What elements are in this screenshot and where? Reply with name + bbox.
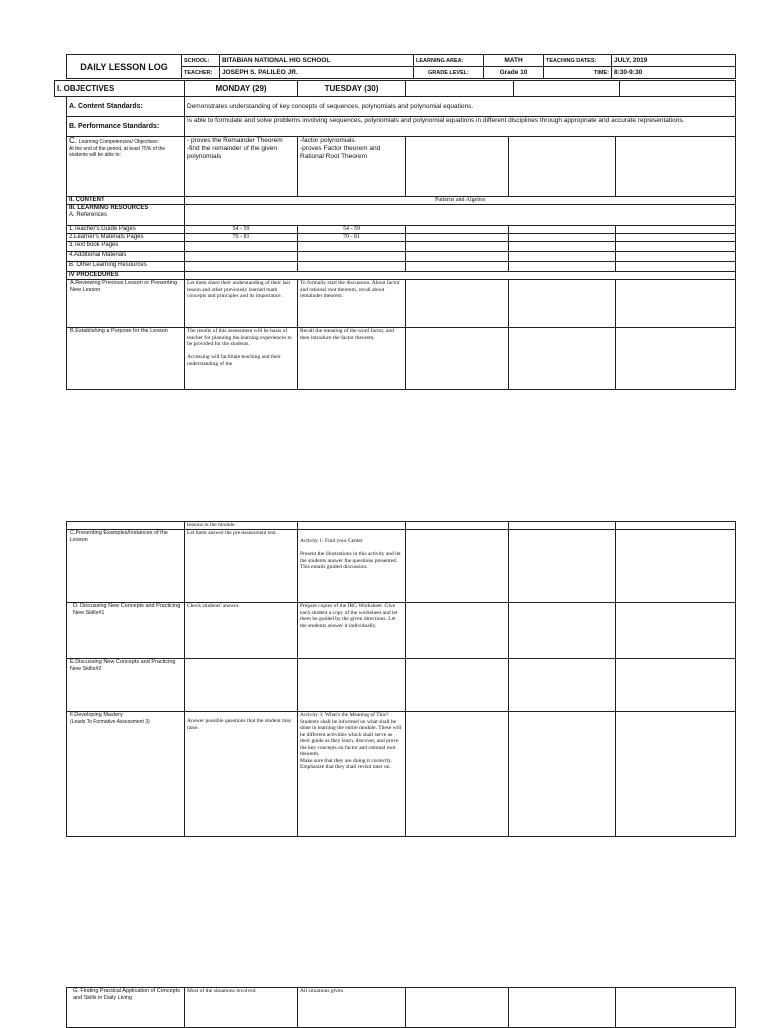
lm-tuesday: 70 - 81 <box>298 234 406 242</box>
procedure-f-note: (Leads To Formative Assessment 3) <box>70 719 150 725</box>
empty-cell <box>509 226 616 234</box>
empty-cell <box>509 988 616 1028</box>
lesson-table-part1 <box>66 96 736 390</box>
resources-label: III. LEARNING RESOURCES <box>69 205 149 211</box>
competencies-cell <box>67 137 185 197</box>
performance-standards-text: Is able to formulate and solve problems involving sequences, polynomials and polynomial equations in different disciplines through appropriate and accurate representations. <box>185 117 736 137</box>
empty-cell <box>406 226 509 234</box>
empty-cell <box>406 522 509 530</box>
tuesday-objectives: -factor polynomials. -proves Factor theorem and Rational Root Theorem <box>298 137 406 197</box>
teacher-value: JOSEPH S. PALILEO JR. <box>220 67 414 79</box>
empty-cell <box>298 252 406 262</box>
empty-cell <box>616 252 736 262</box>
procedure-f-tuesday: Activity 3: What's the Meaning of This? Students shall be informed on what shall be done in learning the entire module. These will be different activities which shall serve as their guide as they learn, discover, and prove the key concepts on factor and rational root theorem. Make sure that they are doing it correctly. Emphasize that they shall revisit later on. <box>298 712 406 837</box>
school-label: SCHOOL: <box>182 55 220 67</box>
competencies-title: Learning Competencies/ Objectives: <box>78 139 159 145</box>
empty-cell <box>406 280 509 328</box>
empty-cell <box>185 252 298 262</box>
references-label: A. References <box>69 212 108 218</box>
time-label: TIME: <box>544 67 612 79</box>
days-row <box>54 80 736 97</box>
procedure-b-tuesday: Recall the meaning of the word factor, and then introduce the factor theorem. <box>298 328 406 390</box>
empty-cell <box>406 530 509 603</box>
empty-cell <box>406 603 509 659</box>
teacher-label: TEACHER: <box>182 67 220 79</box>
objectives-heading: I. OBJECTIVES <box>55 81 185 97</box>
procedure-g-label: G. Finding Practical Application of Concepts and Skills in Daily Living <box>67 988 185 1028</box>
thursday-heading <box>514 81 620 97</box>
empty-cell <box>616 659 736 712</box>
empty-cell <box>616 530 736 603</box>
empty-cell <box>509 242 616 252</box>
empty-cell <box>406 659 509 712</box>
content-standards-text: Demonstrates understanding of key concepts of sequences, polynomials and polynomial equations. <box>185 97 736 117</box>
empty-cell <box>509 252 616 262</box>
procedure-b-label: B.Establishing a Purpose for the Lesson <box>67 328 185 390</box>
friday-heading <box>620 81 736 97</box>
empty-cell <box>298 242 406 252</box>
procedure-f-monday: Answer possible questions that the student may raise. <box>185 712 298 837</box>
teaching-dates-value: JULY, 2019 <box>612 55 736 67</box>
procedure-d-label: D. Discussing New Concepts and Practicing New Skills#1 <box>67 603 185 659</box>
empty-cell <box>616 328 736 390</box>
lesson-table-part3 <box>66 987 736 1028</box>
empty-cell <box>616 522 736 530</box>
empty-cell <box>298 522 406 530</box>
tg-label: 1.Teacher's Guide Pages <box>67 226 185 234</box>
empty-cell <box>509 712 616 837</box>
empty-cell <box>406 234 509 242</box>
lm-monday: 70 - 81 <box>185 234 298 242</box>
empty-cell <box>509 530 616 603</box>
empty-cell <box>185 272 736 280</box>
procedure-b-monday-continued: lessons in the module. <box>185 522 298 530</box>
teaching-dates-label: TEACHING DATES: <box>544 55 612 67</box>
empty-cell <box>616 137 736 197</box>
procedure-d-monday: Check students' answer. <box>185 603 298 659</box>
empty-cell <box>185 205 736 226</box>
empty-cell <box>298 262 406 272</box>
empty-cell <box>509 234 616 242</box>
procedure-a-tuesday: To formally start the discussion. About factor and rational root theorem, recall about remainder theorem. <box>298 280 406 328</box>
monday-heading: MONDAY (29) <box>185 81 298 97</box>
empty-cell <box>509 603 616 659</box>
empty-cell <box>67 522 185 530</box>
empty-cell <box>616 226 736 234</box>
empty-cell <box>616 280 736 328</box>
performance-standards-label: B. Performance Standards: <box>67 117 185 137</box>
empty-cell <box>185 262 298 272</box>
procedure-c-tuesday: Activity 1: Find your Center Present the illustrations in this activity and let the students answer the questions presented. This entails guided discussion. <box>298 530 406 603</box>
time-value: 8:30-9:30 <box>612 67 736 79</box>
empty-cell <box>406 712 509 837</box>
content-label: II. CONTENT <box>67 197 185 205</box>
empty-cell <box>616 988 736 1028</box>
empty-cell <box>298 659 406 712</box>
procedure-a-monday: Let them share their understanding of their last lesson and other previously learned math concepts and principles and its importance. <box>185 280 298 328</box>
procedure-g-tuesday: All situations given <box>298 988 406 1028</box>
tg-tuesday: 54 - 59 <box>298 226 406 234</box>
empty-cell <box>616 242 736 252</box>
wednesday-heading <box>406 81 514 97</box>
empty-cell <box>616 603 736 659</box>
additional-materials-label: 4.Additional Materials <box>67 252 185 262</box>
procedure-g-monday: Most of the situations involved <box>185 988 298 1028</box>
header-table <box>66 54 736 79</box>
procedure-c-label: C.Presenting Examples/Instances of the Lesson <box>67 530 185 603</box>
learning-area-value: MATH <box>484 55 544 67</box>
learning-area-label: LEARNING AREA: <box>414 55 484 67</box>
tg-monday: 54 - 59 <box>185 226 298 234</box>
competencies-letter: C. <box>69 136 77 145</box>
procedure-a-label: A.Reviewing Previous Lesson or Presenting New Lesson <box>67 280 185 328</box>
procedure-f-cell <box>67 712 185 837</box>
empty-cell <box>406 328 509 390</box>
empty-cell <box>616 262 736 272</box>
empty-cell <box>509 280 616 328</box>
grade-level-value: Grade 10 <box>484 67 544 79</box>
empty-cell <box>509 522 616 530</box>
empty-cell <box>406 242 509 252</box>
empty-cell <box>509 659 616 712</box>
procedure-c-monday: Let them answer the pre-assessment test. <box>185 530 298 603</box>
procedure-b-monday: The results of this assessment will be basis of teacher for planning the learning experiences to be provided for the students. Accessing will facilitate teaching and their understanding of the <box>185 328 298 390</box>
other-resources-label: B. Other Learning Resources <box>67 262 185 272</box>
empty-cell <box>406 137 509 197</box>
lesson-table-part2 <box>66 521 736 837</box>
empty-cell <box>406 262 509 272</box>
empty-cell <box>616 234 736 242</box>
empty-cell <box>616 712 736 837</box>
empty-cell <box>509 262 616 272</box>
content-standards-label: A. Content Standards: <box>67 97 185 117</box>
procedure-f-label: F.Developing Mastery <box>70 712 123 718</box>
log-title: DAILY LESSON LOG <box>67 55 182 79</box>
content-text: Patterns and Algebra <box>185 197 736 205</box>
empty-cell <box>509 328 616 390</box>
empty-cell <box>406 988 509 1028</box>
textbook-label: 3.Text book Pages <box>67 242 185 252</box>
empty-cell <box>406 252 509 262</box>
grade-level-label: GRADE LEVEL: <box>414 67 484 79</box>
empty-cell <box>185 659 298 712</box>
tuesday-heading: TUESDAY (30) <box>298 81 406 97</box>
monday-objectives: - proves the Remainder Theorem -find the remainder of the given polynomials <box>185 137 298 197</box>
procedure-e-label: E.Discussing New Concepts and Practicing New Skills#2 <box>67 659 185 712</box>
empty-cell <box>509 137 616 197</box>
competencies-note: At the end of the period, at least 75% of the students will be able to: <box>69 146 166 158</box>
resources-cell <box>67 205 185 226</box>
procedures-label: IV PROCEDURES <box>67 272 185 280</box>
empty-cell <box>185 242 298 252</box>
school-value: BITABIAN NATIONAL HIG SCHOOL <box>220 55 414 67</box>
procedure-d-tuesday: Prepare copies of the IRG Worksheet. Give each student a copy of the worksheet and let them be guided by the given directions. Let the students answer it individually. <box>298 603 406 659</box>
lm-label: 2.Learner's Materials Pages <box>67 234 185 242</box>
